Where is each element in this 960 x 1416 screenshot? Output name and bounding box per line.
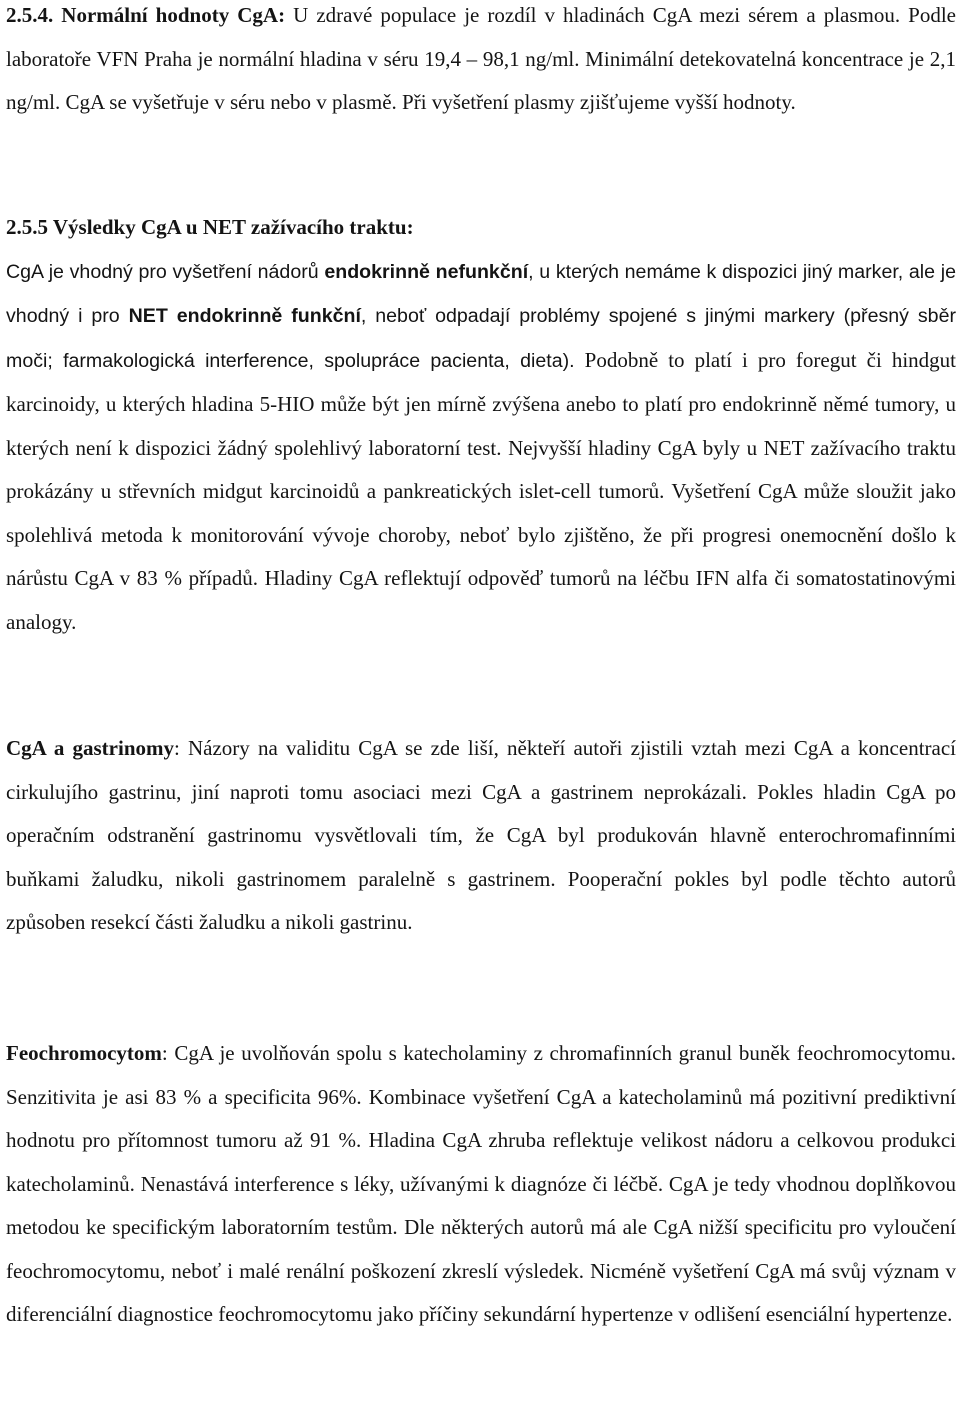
section-text-feochromocytom: : CgA je uvolňován spolu s katecholaminy z chromafinních granul buněk feochromocytomu. Senzitivita je asi 83 % a specificita 96%. Kombinace vyšetření CgA a katecholaminů má pozitivní prediktivní hodnotu pro přítomnost tumoru až 91 %. Hladina CgA zhruba reflektuje velikost nádoru a celkovou produkci katecholaminů. Nenastává interference s léky, užívanými k diagnóze či léčbě. CgA je tedy vhodnou doplňkovou metodou ke specifickým laboratorním testům. Dle některých autorů má ale CgA nižší specificitu pro vyloučení feochromocytomu, neboť i malé renální poškození zkreslí výsledek. Nicméně vyšetření CgA má svůj význam v diferenciální diagnostice feochromocytomu jako příčiny sekundární hypertenze v odlišení esenciální hypertenze. xyxy=(6,1041,956,1326)
results-text-part-c: , u kterých nemáme k dispozici jiný marker, ale je vhodný i pro xyxy=(6,260,956,327)
section-normal-values xyxy=(6,0,956,125)
section-gastrinomy xyxy=(6,727,956,945)
section-text-gastrinomy: : Názory na validitu CgA se zde liší, někteří autoři zjistili vztah mezi CgA a koncentrací cirkulujího gastrinu, jiní naproti tomu asociaci mezi CgA a gastrinem neprokázali. Pokles hladin CgA po operačním odstranění gastrinomu vysvětlovali tím, že CgA byl produkován hlavně enterochromafinními buňkami žaludku, nikoli gastrinomem paralelně s gastrinem. Pooperační pokles byl podle těchto autorů způsoben resekcí části žaludku a nikoli gastrinu. xyxy=(6,736,956,934)
results-text-part-a: CgA je vhodný pro vyšetření nádorů xyxy=(6,260,325,283)
section-heading-gastrinomy: CgA a gastrinomy xyxy=(6,736,174,760)
section-text-normal-values: U zdravé populace je rozdíl v hladinách CgA mezi sérem a plasmou. Podle laboratoře VFN Praha je normální hladina v séru 19,4 – 98,1 ng/ml. Minimální detekovatelná koncentrace je 2,1 ng/ml. CgA se vyšetřuje v séru nebo v plasmě. Při vyšetření plasmy zjišťujeme vyšší hodnoty. xyxy=(6,3,956,114)
results-bold-nonfunctional: endokrinně nefunkční xyxy=(324,260,529,283)
section-heading-results-net: 2.5.5 Výsledky CgA u NET zažívacího traktu: xyxy=(6,215,414,239)
results-text-part-e: Podobně to platí i pro foregut či hindgut karcinoidy, u kterých hladina 5-HIO může být jen mírně zvýšena anebo to platí pro endokrinně němé tumory, u kterých není k dispozici žádný spolehlivý laboratorní test. Nejvyšší hladiny CgA byly u NET zažívacího traktu prokázány u střevních midgut karcinoidů a pankreatických islet-cell tumorů. Vyšetření CgA může sloužit jako spolehlivá metoda k monitorování vývoje choroby, neboť bylo zjištěno, že při progresi onemocnění došlo k nárůstu CgA v 83 % případů. Hladiny CgA reflektují odpověď tumorů na léčbu IFN alfa či somatostatinovými analogy. xyxy=(6,347,956,634)
section-heading-feochromocytom: Feochromocytom xyxy=(6,1041,162,1065)
section-heading-normal-values: 2.5.4. Normální hodnoty CgA: xyxy=(6,3,286,27)
results-text-part-d: , neboť odpadají problémy spojené s jinými markery (přesný sběr moči; farmakologická interference, spolupráce pacienta, dieta). xyxy=(6,305,957,372)
results-bold-functional: NET endokrinně funkční xyxy=(128,305,361,327)
section-feochromocytom xyxy=(6,1032,956,1337)
section-results-net xyxy=(6,206,956,644)
